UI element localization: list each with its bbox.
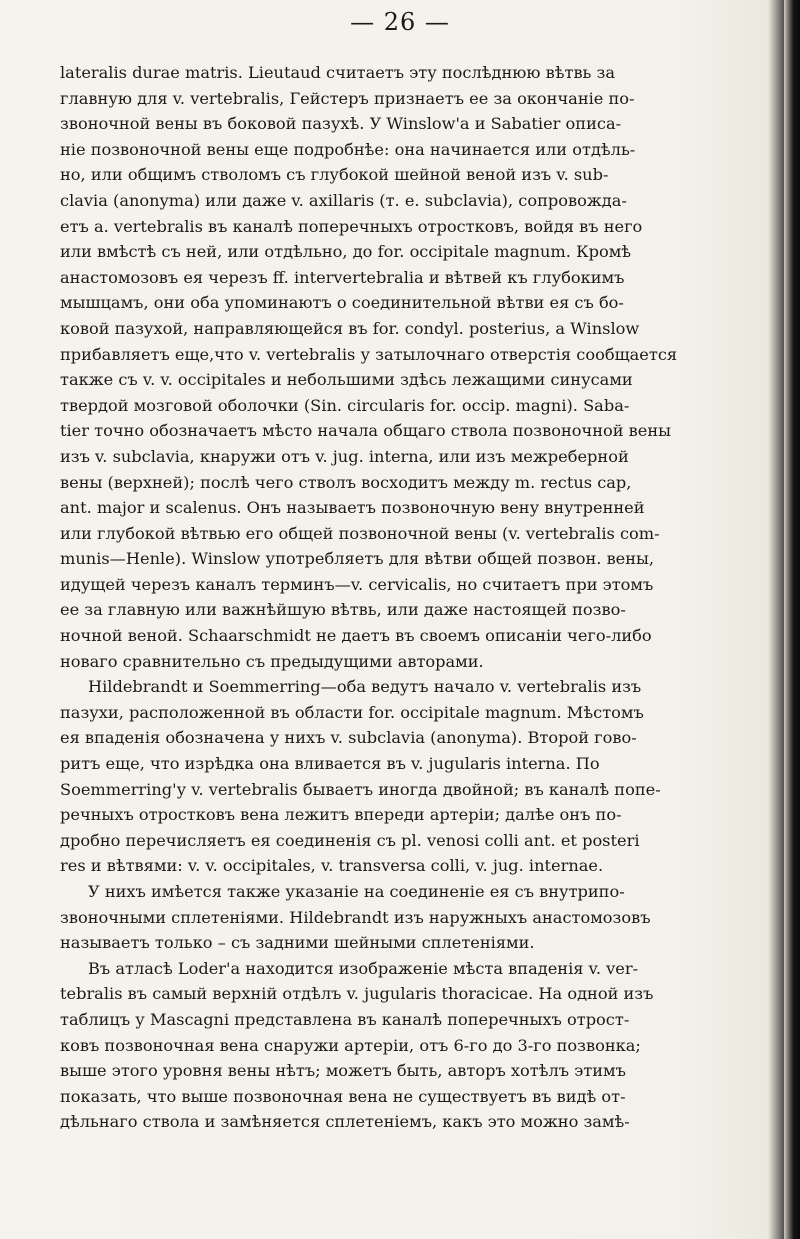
text-line: выше этого уровня вены нѣтъ; можетъ быть, авторъ хотѣлъ этимъ <box>60 1061 626 1081</box>
text-line: показать, что выше позвоночная вена не существуетъ въ видѣ от- <box>60 1086 626 1106</box>
text-line: звоночной вены въ боковой пазухѣ. У Winslow'a и Sabatier описа- <box>60 114 622 134</box>
text-line: анастомозовъ ея черезъ ff. intervertebralia и вѣтвей къ глубокимъ <box>60 267 625 287</box>
page-number: — 26 — <box>350 8 450 36</box>
text-line: clavia (anonyma) или даже v. axillaris (т. е. subclavia), сопровожда- <box>60 190 627 210</box>
text-line: звоночными сплетеніями. Hildebrandt изъ наружныхъ анастомозовъ <box>60 907 651 927</box>
text-line: твердой мозговой оболочки (Sin. circularis for. occip. magni). Saba- <box>60 395 630 415</box>
text-line: ковъ позвоночная вена снаружи артеріи, отъ 6-го до 3-го позвонка; <box>60 1035 641 1055</box>
text-line: ритъ еще, что изрѣдка она вливается въ v. jugularis interna. По <box>60 754 600 774</box>
text-line: дѣльнаго ствола и замѣняется сплетеніемъ, какъ это можно замѣ- <box>60 1112 630 1132</box>
text-line: таблицъ у Mascagni представлена въ каналѣ поперечныхъ отрост- <box>60 1009 630 1029</box>
text-line: но, или общимъ стволомъ съ глубокой шейной веной изъ v. sub- <box>60 165 609 185</box>
text-line: lateralis durae matris. Lieutaud считаетъ эту послѣднюю вѣтвь за <box>60 63 615 82</box>
text-line: res и вѣтвями: v. v. occipitales, v. transversa colli, v. jug. internae. <box>60 856 604 876</box>
text-line: ее за главную или важнѣйшую вѣтвь, или даже настоящей позво- <box>60 600 626 620</box>
text-line: пазухи, расположенной въ области for. occipitale magnum. Мѣстомъ <box>60 702 644 722</box>
text-line: вены (верхней); послѣ чего стволъ восходитъ между m. rectus cap, <box>60 472 632 492</box>
text-line: ея впаденія обозначена у нихъ v. subclavia (anonyma). Второй гово- <box>60 728 637 748</box>
page-edge-shadow <box>784 0 800 1239</box>
text-line: дробно перечисляетъ ея соединенія съ pl. venosi colli ant. et posteri <box>60 830 640 850</box>
body-text <box>60 60 772 1135</box>
text-line: мышцамъ, они оба упоминаютъ о соединительной вѣтви ея съ бо- <box>60 293 624 313</box>
text-line: Hildebrandt и Soemmerring—оба ведутъ начало v. vertebralis изъ <box>88 677 642 697</box>
text-line: tier точно обозначаетъ мѣсто начала общаго ствола позвоночной вены <box>60 421 672 441</box>
text-line: называетъ только – съ задними шейными сплетеніями. <box>60 933 535 953</box>
text-line: ночной веной. Schaarschmidt не даетъ въ своемъ описаніи чего-либо <box>60 626 652 646</box>
text-line: изъ v. subclavia, кнаружи отъ v. jug. interna, или изъ межреберной <box>60 446 629 466</box>
text-line: главную для v. vertebralis, Гейстеръ признаетъ ее за окончаніе по- <box>60 88 635 108</box>
text-line: новаго сравнительно съ предыдущими авторами. <box>60 651 484 671</box>
text-line: ant. major и scalenus. Онъ называетъ позвоночную вену внутренней <box>60 498 645 518</box>
text-line: или вмѣстѣ съ ней, или отдѣльно, до for. occipitale magnum. Кромѣ <box>60 242 632 262</box>
text-line: етъ a. vertebralis въ каналѣ поперечныхъ отростковъ, войдя въ него <box>60 216 643 236</box>
text-line: идущей черезъ каналъ терминъ—v. cervicalis, но считаетъ при этомъ <box>60 574 654 594</box>
text-line: Въ атласѣ Loder'a находится изображеніе мѣста впаденія v. ver- <box>88 958 639 978</box>
text-line: также съ v. v. occipitales и небольшими здѣсь лежащими синусами <box>60 370 633 390</box>
text-line: ковой пазухой, направляющейся въ for. condyl. posterius, а Winslow <box>60 318 640 338</box>
text-line: ніе позвоночной вены еще подробнѣе: она начинается или отдѣль- <box>60 139 636 159</box>
text-line: речныхъ отростковъ вена лежитъ впереди артеріи; далѣе онъ по- <box>60 805 622 825</box>
text-line: munis—Henle). Winslow употребляетъ для вѣтви общей позвон. вены, <box>60 549 655 569</box>
text-line: Soemmerring'у v. vertebralis бываетъ иногда двойной; въ каналѣ попе- <box>60 779 661 799</box>
text-line: tebralis въ самый верхній отдѣлъ v. jugularis thoracicae. На одной изъ <box>60 984 654 1004</box>
text-line: или глубокой вѣтвью его общей позвоночной вены (v. vertebralis com- <box>60 523 660 543</box>
text-line: прибавляетъ еще,что v. vertebralis у затылочнаго отверстія сообщается <box>60 344 678 364</box>
text-line: У нихъ имѣется также указаніе на соединеніе ея съ внутрипо- <box>88 882 625 901</box>
